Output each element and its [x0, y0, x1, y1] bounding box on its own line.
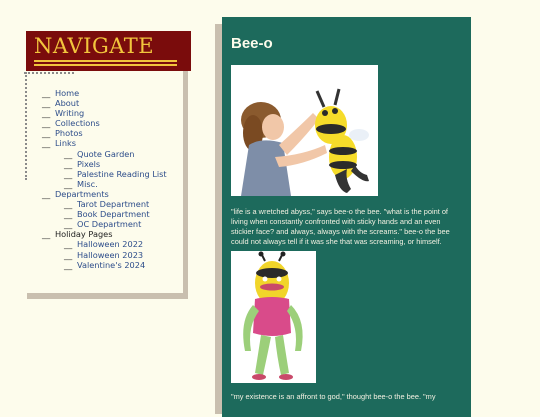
photo-bee-plush [231, 251, 316, 383]
nav-item-label: Halloween 2023 [77, 249, 144, 260]
nav-item-tarot-department[interactable] [42, 199, 167, 209]
nav-item-label: Valentine's 2024 [77, 259, 146, 270]
nav-item-label: Misc. [77, 178, 98, 189]
nav-item-bullet: __ [64, 168, 73, 179]
nav-item-label: Home [55, 88, 80, 98]
nav-item-label: Photos [55, 128, 83, 139]
nav-item-bullet: __ [64, 259, 73, 270]
nav-item-label: Halloween 2022 [77, 239, 144, 250]
nav-list [42, 88, 167, 270]
nav-item-label: Pixels [77, 158, 101, 169]
nav-title-rule [34, 60, 177, 62]
nav-item-label: Links [55, 138, 77, 149]
nav-item-pixels[interactable] [42, 159, 167, 169]
bee-plush-illustration [231, 251, 316, 383]
nav-item-label: About [55, 98, 80, 109]
nav-item-departments[interactable] [42, 189, 167, 199]
nav-item-halloween-2022[interactable] [42, 239, 167, 249]
nav-item-label: Writing [55, 108, 85, 119]
nav-header [26, 31, 191, 71]
nav-item-bullet: __ [64, 148, 73, 159]
nav-item-oc-department[interactable] [42, 219, 167, 229]
nav-item-home[interactable] [42, 88, 167, 98]
nav-dotted-border [24, 72, 74, 74]
post-paragraph-1: "life is a wretched abyss," says bee-o the bee. "what is the point of living when constantly confronted with sticky hands and an even stickier face? and always, always with the screams." bee-o the bee could not always tell if it was she that was screaming, or himself. [231, 207, 450, 246]
nav-item-misc[interactable] [42, 179, 167, 189]
main-panel [222, 17, 471, 417]
nav-item-links[interactable] [42, 138, 167, 148]
nav-item-bullet: __ [64, 209, 73, 220]
nav-item-writing[interactable] [42, 108, 167, 118]
nav-item-bullet: __ [64, 158, 73, 169]
child-with-bee-plush-illustration [231, 65, 378, 196]
nav-item-halloween-2023[interactable] [42, 250, 167, 260]
nav-item-label: OC Department [77, 219, 142, 230]
nav-dotted-border-vertical [25, 72, 27, 180]
nav-item-bullet: __ [42, 118, 51, 129]
nav-item-bullet: __ [42, 229, 51, 240]
nav-item-label: Palestine Reading List [77, 168, 167, 179]
nav-item-label: Tarot Department [77, 199, 150, 210]
nav-item-bullet: __ [42, 128, 51, 139]
nav-item-palestine-reading-list[interactable] [42, 169, 167, 179]
nav-item-bullet: __ [64, 199, 73, 210]
nav-item-bullet: __ [42, 188, 51, 199]
nav-item-holiday-pages [42, 229, 167, 239]
nav-item-bullet: __ [42, 98, 51, 109]
nav-item-bullet: __ [64, 239, 73, 250]
photo-child-with-bee-plush [231, 65, 378, 196]
nav-item-quote-garden[interactable] [42, 149, 167, 159]
post-title: Bee-o [231, 35, 273, 52]
nav-item-collections[interactable] [42, 118, 167, 128]
nav-item-label: Quote Garden [77, 148, 135, 159]
nav-item-bullet: __ [42, 88, 51, 98]
nav-item-bullet: __ [42, 138, 51, 149]
post-paragraph-2: "my existence is an affront to god," thought bee-o the bee. "my [231, 392, 436, 401]
nav-item-label: Holiday Pages [55, 229, 113, 240]
nav-item-bullet: __ [64, 219, 73, 230]
nav-title-rule [34, 64, 177, 66]
nav-item-bullet: __ [64, 178, 73, 189]
nav-item-about[interactable] [42, 98, 167, 108]
nav-item-valentine-s-2024[interactable] [42, 260, 167, 270]
nav-title: NAVIGATE [34, 34, 155, 58]
nav-item-label: Collections [55, 118, 100, 129]
nav-item-book-department[interactable] [42, 209, 167, 219]
nav-item-label: Book Department [77, 209, 150, 220]
nav-item-label: Departments [55, 188, 109, 199]
nav-item-bullet: __ [42, 108, 51, 119]
nav-item-photos[interactable] [42, 128, 167, 138]
nav-item-bullet: __ [64, 249, 73, 260]
